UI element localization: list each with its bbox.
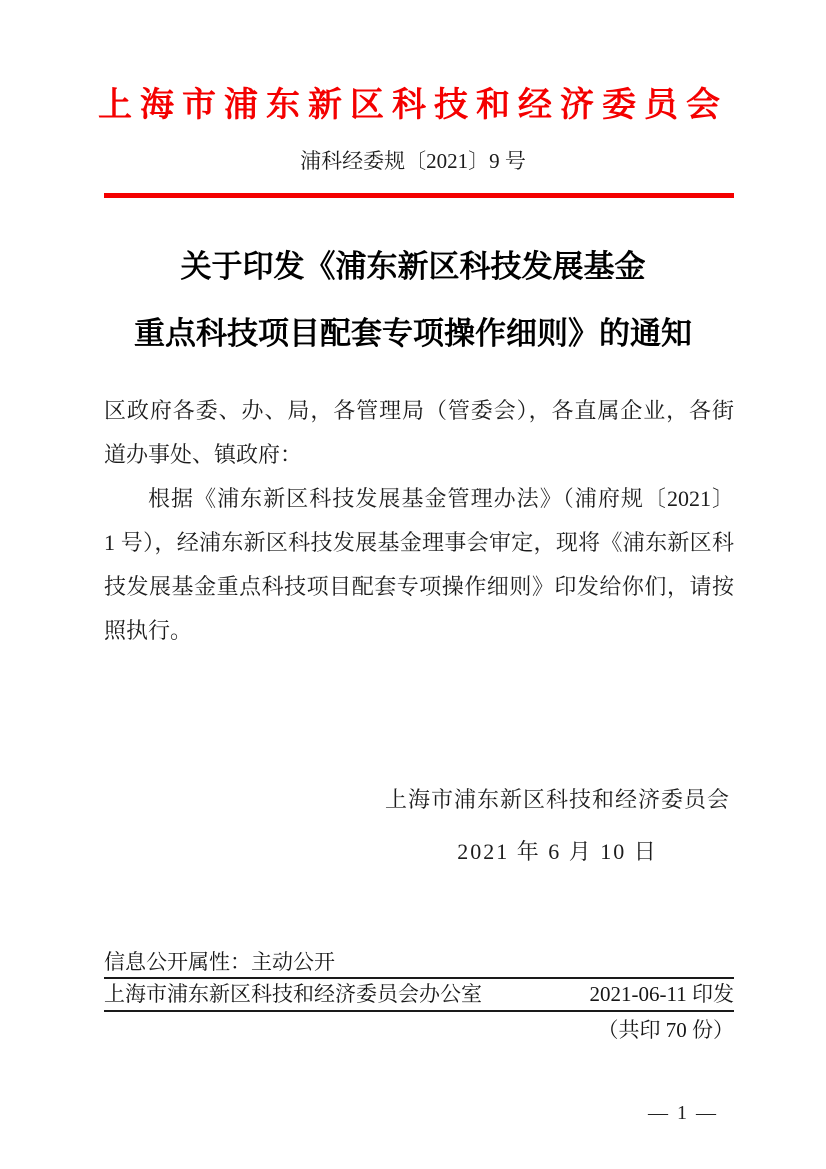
notice-title-line1: 关于印发《浦东新区科技发展基金 — [180, 249, 646, 284]
signature-date: 2021 年 6 月 10 日 — [457, 839, 658, 864]
agency-name-header: 上海市浦东新区科技和经济委员会 — [98, 87, 728, 124]
notice-title — [0, 233, 826, 367]
signature-agency: 上海市浦东新区科技和经济委员会 — [384, 787, 730, 812]
footer-print-date: 2021-06-11 印发 — [589, 982, 734, 1006]
footer-office-row — [104, 979, 734, 1012]
signature-block — [385, 786, 730, 866]
paragraph-line-2: 1 号），经浦东新区科技发展基金理事会审定，现将《浦东新区科 — [104, 530, 734, 555]
notice-body — [104, 389, 734, 653]
footer-disclosure: 信息公开属性：主动公开 — [104, 948, 734, 979]
footer-issuing-office: 上海市浦东新区科技和经济委员会办公室 — [104, 982, 482, 1006]
paragraph-line-1: 根据《浦东新区科技发展基金管理办法》（浦府规〔2021〕 — [148, 486, 734, 511]
page-number: — 1 — — [648, 1102, 718, 1124]
footer-copies-count: （共印 70 份） — [597, 1018, 734, 1042]
notice-title-line2: 重点科技项目配套专项操作细则》的通知 — [134, 316, 692, 351]
document-number: 浦科经委规〔2021〕9 号 — [300, 149, 526, 173]
document-footer — [104, 948, 734, 1045]
paragraph-line-4: 照执行。 — [104, 618, 193, 643]
salutation-line-1: 区政府各委、办、局，各管理局（管委会），各直属企业，各街 — [104, 398, 734, 423]
paragraph-line-3: 技发展基金重点科技项目配套专项操作细则》印发给你们，请按 — [104, 574, 734, 599]
red-divider-line — [104, 193, 734, 198]
salutation-line-2: 道办事处、镇政府： — [104, 442, 303, 467]
